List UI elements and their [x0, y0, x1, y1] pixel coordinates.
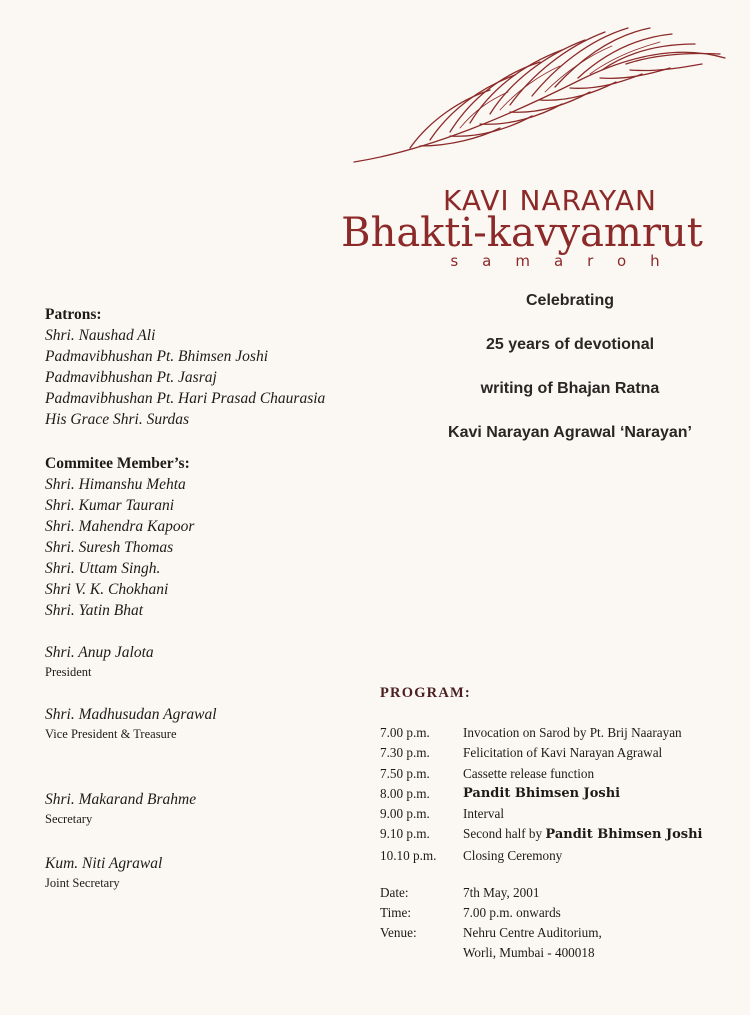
patrons-title: Patrons:	[45, 306, 102, 323]
program-item	[380, 723, 740, 743]
program-list	[380, 723, 740, 866]
officer-name: Kum. Niti Agrawal	[45, 855, 163, 872]
patron-name: His Grace Shri. Surdas	[45, 411, 190, 428]
time-row	[380, 903, 740, 923]
program-title: PROGRAM:	[380, 685, 471, 701]
program-desc: Pandit Bhimsen Joshi	[463, 785, 621, 801]
program-time: 7.00 p.m.	[380, 725, 430, 740]
program-item	[380, 784, 740, 804]
celebration-line: Celebrating	[525, 292, 614, 309]
program-item	[380, 804, 740, 824]
officer-role: Joint Secretary	[45, 876, 120, 890]
officer-role: President	[45, 665, 92, 679]
committee-member-name: Shri. Himanshu Mehta	[45, 476, 186, 493]
logo-bhakti-kavyamrut: Bhakti-kavyamrut	[341, 210, 703, 256]
officer-name: Shri. Makarand Brahme	[45, 791, 197, 808]
venue-row	[380, 923, 740, 943]
venue-line-2: Worli, Mumbai - 400018	[463, 945, 595, 960]
officer-role: Vice President & Treasure	[45, 727, 177, 741]
time-value: 7.00 p.m. onwards	[463, 905, 561, 920]
feather-quill-icon	[350, 20, 730, 170]
program-time: 8.00 p.m.	[380, 785, 430, 801]
logo-kavi-narayan: KAVI NARAYAN	[443, 184, 657, 217]
venue-label: Venue:	[380, 925, 417, 940]
program-item	[380, 743, 740, 763]
officer-vice-president	[45, 704, 385, 743]
program-item	[380, 764, 740, 784]
committee-member-name: Shri. Kumar Taurani	[45, 497, 175, 514]
venue-row-2	[380, 943, 740, 963]
program-time: 9.10 p.m.	[380, 826, 430, 842]
committee-member-name: Shri V. K. Chokhani	[45, 581, 169, 598]
committee-section	[45, 454, 385, 621]
program-desc-performer: Pandit Bhimsen Joshi	[545, 827, 703, 843]
patron-name: Padmavibhushan Pt. Hari Prasad Chaurasia	[45, 390, 326, 407]
program-time: 7.30 p.m.	[380, 745, 430, 761]
event-details	[380, 883, 740, 963]
date-value: 7th May, 2001	[463, 885, 540, 900]
program-desc: Cassette release function	[463, 765, 595, 781]
celebration-line: writing of Bhajan Ratna	[480, 380, 660, 397]
committee-member-name: Shri. Uttam Singh.	[45, 560, 161, 577]
officer-joint-secretary	[45, 853, 385, 892]
program-item	[380, 846, 740, 866]
officer-president	[45, 642, 385, 681]
officer-secretary	[45, 789, 385, 828]
program-desc-prefix: Second half by	[463, 826, 546, 842]
program-desc: Interval	[463, 806, 505, 822]
program-desc: Invocation on Sarod by Pt. Brij Naarayan	[463, 725, 682, 740]
time-label: Time:	[380, 905, 412, 920]
program-desc: Felicitation of Kavi Narayan Agrawal	[463, 745, 663, 761]
officer-name: Shri. Madhusudan Agrawal	[45, 706, 217, 723]
patrons-section	[45, 305, 385, 430]
patron-name: Padmavibhushan Pt. Jasraj	[45, 369, 217, 386]
committee-title: Commitee Member’s:	[45, 455, 190, 472]
program-time: 10.10 p.m.	[380, 847, 437, 863]
date-row	[380, 883, 740, 903]
venue-line-1: Nehru Centre Auditorium,	[463, 925, 602, 940]
officer-role: Secretary	[45, 812, 93, 826]
committee-member-name: Shri. Mahendra Kapoor	[45, 518, 195, 535]
patron-name: Padmavibhushan Pt. Bhimsen Joshi	[45, 348, 269, 365]
program-time: 9.00 p.m.	[380, 806, 430, 822]
committee-member-name: Shri. Yatin Bhat	[45, 602, 144, 619]
celebration-line: 25 years of devotional	[485, 336, 655, 353]
program-desc	[463, 824, 740, 845]
program-desc: Closing Ceremony	[463, 847, 563, 863]
celebration-line: Kavi Narayan Agrawal ‘Narayan’	[448, 424, 692, 441]
committee-member-name: Shri. Suresh Thomas	[45, 539, 174, 556]
officer-name: Shri. Anup Jalota	[45, 644, 154, 661]
program-item	[380, 824, 740, 845]
program-section	[380, 685, 740, 960]
date-label: Date:	[380, 885, 409, 900]
program-time: 7.50 p.m.	[380, 765, 430, 781]
logo-samaroh: samaroh	[450, 252, 684, 270]
patron-name: Shri. Naushad Ali	[45, 327, 156, 344]
celebration-text	[400, 288, 740, 464]
